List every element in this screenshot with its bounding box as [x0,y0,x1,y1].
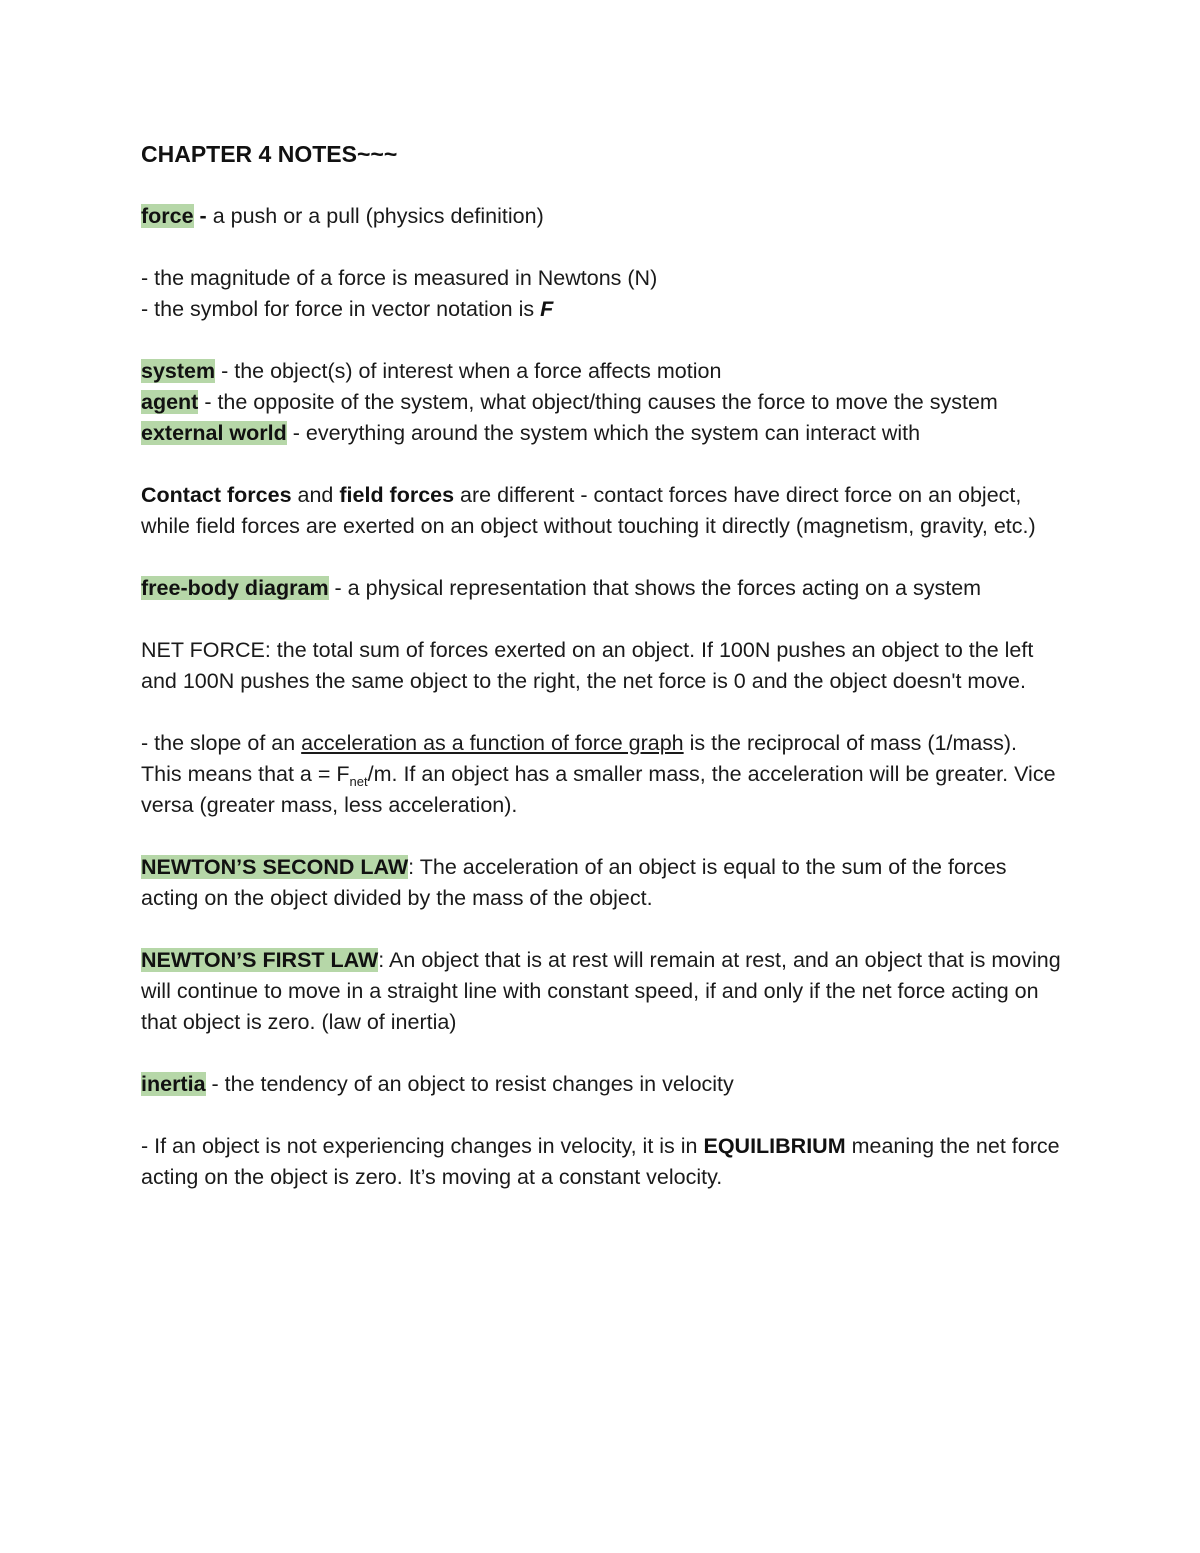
net-force-paragraph: NET FORCE: the total sum of forces exerted on an object. If 100N pushes an object to the left and 100N pushes the same object to the right, the net force is 0 and the object doesn't move. [141,638,1034,693]
system-definition-text: - the object(s) of interest when a force affects motion [215,359,722,383]
external-world-definition [141,418,1061,449]
net-subscript: net [349,774,368,789]
system-definition [141,356,1061,387]
term-equilibrium: EQUILIBRIUM [703,1134,846,1158]
equilibrium-para-pre: - If an object is not experiencing changes in velocity, it is in [141,1134,704,1158]
external-world-definition-text: - everything around the system which the system can interact with [286,421,921,445]
force-definition-text: a push or a pull (physics definition) [206,204,544,228]
term-newtons-second-law: NEWTON’S SECOND LAW [141,855,409,879]
term-force: force [141,204,194,228]
agent-definition [141,387,1061,418]
term-newtons-first-law: NEWTON’S FIRST LAW [141,948,379,972]
force-note-symbol [141,294,1061,325]
underlined-graph-phrase: acceleration as a function of force graph [301,731,684,755]
force-definition [141,201,1061,232]
contact-field-forces-paragraph [141,480,1061,542]
inertia-definition [141,1069,1061,1100]
inertia-definition-text: - the tendency of an object to resist changes in velocity [205,1072,734,1096]
agent-definition-text: - the opposite of the system, what object/thing causes the force to move the system [198,390,998,414]
slope-para-pre: - the slope of an [141,731,302,755]
term-field-forces: field forces [339,483,455,507]
term-external-world: external world [141,421,287,445]
contact-para-text: are different - contact forces have direct force on an object, while field forces are exerted on an object without touching it directly (magnetism, gravity, etc.) [141,483,1036,538]
force-note-magnitude: - the magnitude of a force is measured in Newtons (N) [141,266,658,290]
term-contact-forces: Contact forces [141,483,292,507]
slope-paragraph [141,728,1061,821]
force-symbol: F [540,297,554,321]
force-separator: - [193,204,207,228]
equilibrium-para-post: meaning the net force acting on the object is zero. It’s moving at a constant velocity. [141,1134,1060,1189]
term-agent: agent [141,390,199,414]
free-body-diagram-text: - a physical representation that shows the forces acting on a system [328,576,982,600]
slope-para-post: /m. If an object has a smaller mass, the acceleration will be greater. Vice versa (greater mass, less acceleration). [141,762,1056,817]
document-page [141,139,1061,1193]
slope-para-mid: is the reciprocal of mass (1/mass). This means that a = F [141,731,1017,786]
newtons-first-law [141,945,1061,1038]
term-inertia: inertia [141,1072,206,1096]
force-note-symbol-text: - the symbol for force in vector notation is [141,297,541,321]
newtons-second-law-text: : The acceleration of an object is equal to the sum of the forces acting on the object divided by the mass of the object. [141,855,1007,910]
newtons-first-law-text: : An object that is at rest will remain at rest, and an object that is moving will continue to move in a straight line with constant speed, if and only if the net force acting on that object is zero. (law of inertia) [141,948,1061,1034]
contact-para-and: and [291,483,340,507]
newtons-second-law [141,852,1061,914]
page-title: CHAPTER 4 NOTES~~~ [141,141,398,167]
equilibrium-paragraph [141,1131,1061,1193]
term-free-body-diagram: free-body diagram [141,576,329,600]
free-body-diagram-definition [141,573,1061,604]
term-system: system [141,359,216,383]
